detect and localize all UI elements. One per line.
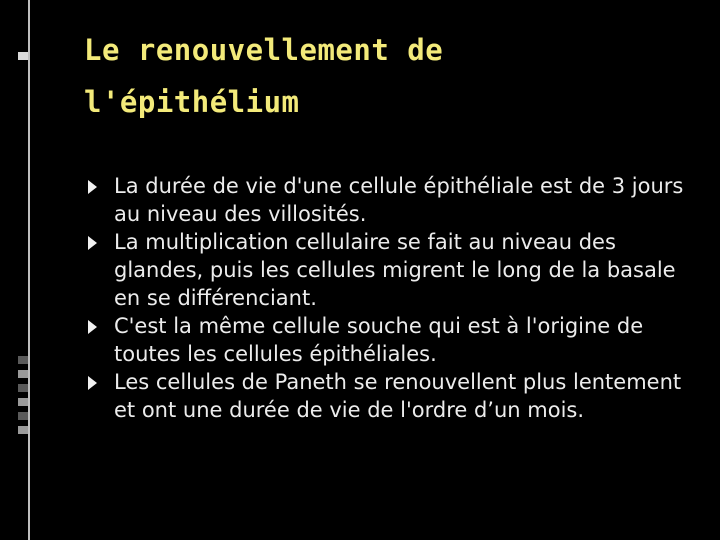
accent-square: [18, 412, 28, 420]
bullet-item: [88, 368, 688, 424]
right-triangle-icon: [88, 376, 97, 390]
bullet-text: La multiplication cellulaire se fait au niveau des glandes, puis les cellules migrent le long de la basale en se différenciant.: [114, 230, 676, 310]
left-vertical-rule: [28, 0, 30, 540]
accent-square: [18, 426, 28, 434]
title-line-2: l'épithélium: [84, 85, 300, 119]
bullet-text: La durée de vie d'une cellule épithéliale est de 3 jours au niveau des villosités.: [114, 174, 684, 226]
accent-square: [18, 370, 28, 378]
slide-title: [84, 24, 684, 128]
bullet-text: Les cellules de Paneth se renouvellent plus lentement et ont une durée de vie de l'ordre d’un mois.: [114, 370, 682, 422]
left-accent-stack: [18, 356, 28, 440]
bullet-item: [88, 228, 688, 312]
right-triangle-icon: [88, 180, 97, 194]
right-triangle-icon: [88, 320, 97, 334]
accent-square: [18, 384, 28, 392]
left-accent-block: [18, 52, 28, 86]
bullet-text: C'est la même cellule souche qui est à l'origine de toutes les cellules épithéliales.: [114, 314, 644, 366]
right-triangle-icon: [88, 236, 97, 250]
bullet-item: [88, 172, 688, 228]
accent-square: [18, 398, 28, 406]
bullet-list: [88, 172, 688, 424]
bullet-item: [88, 312, 688, 368]
title-line-1: Le renouvellement de: [84, 33, 444, 67]
accent-square: [18, 356, 28, 364]
